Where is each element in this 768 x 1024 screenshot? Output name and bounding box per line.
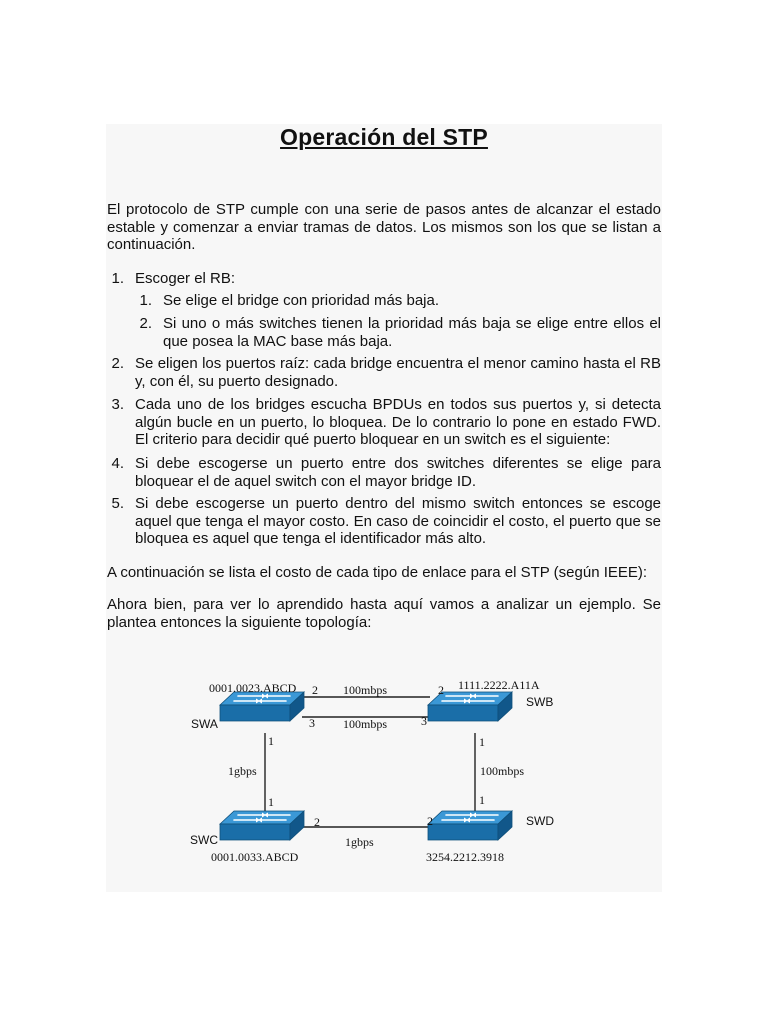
list-number: 1.: [139, 292, 152, 309]
list-item: [111, 455, 661, 490]
topology-diagram: [190, 675, 554, 865]
list-number: 3.: [111, 396, 124, 413]
list-text: Si debe escogerse un puerto entre dos switches diferentes se elige para bloquear el de aquel switch con el mayor bridge ID.: [135, 455, 661, 490]
list-item: [111, 355, 661, 390]
port-label: 1: [268, 734, 274, 748]
switch-swc-icon: [220, 811, 304, 840]
link-ab-bottom-speed: 100mbps: [343, 717, 388, 731]
port-label: 2: [312, 683, 318, 697]
switch-swd-mac: 3254.2212.3918: [426, 850, 504, 864]
page-title: Operación del STP: [280, 124, 488, 150]
list-item: [139, 292, 661, 310]
port-label: 3: [309, 716, 315, 730]
port-label: 1: [479, 735, 485, 749]
list-text: Se elige el bridge con prioridad más baja.: [163, 292, 439, 309]
switch-swa-icon: [220, 692, 304, 721]
list-text: Cada uno de los bridges escucha BPDUs en todos sus puertos y, si detecta algún bucle en un puerto, lo bloquea. De lo contrario lo pone en estado FWD. El criterio para decidir qué puerto bloquear en un switch es el siguiente:: [135, 396, 661, 448]
list-number: 5.: [111, 495, 124, 512]
list-number: 2.: [139, 315, 152, 332]
list-number: 2.: [111, 355, 124, 372]
list-text: Si uno o más switches tienen la prioridad más baja se elige entre ellos el que posea la MAC base más baja.: [163, 315, 661, 350]
port-label: 3: [421, 714, 427, 728]
switch-swb-mac: 1111.2222.A11A: [458, 678, 540, 692]
port-label: 1: [479, 793, 485, 807]
switch-swd-icon: [428, 811, 512, 840]
list-item: [111, 270, 661, 288]
switch-swc-mac: 0001.0033.ABCD: [211, 850, 299, 864]
port-label: 2: [427, 814, 433, 828]
switch-swc-name: SWC: [190, 833, 218, 847]
list-text: Si debe escogerse un puerto dentro del mismo switch entonces se escoge aquel que tenga el mayor costo. En caso de coincidir el costo, el puerto que se bloquea es aquel que tenga el identificador más alto.: [135, 495, 661, 547]
link-ac-speed: 1gbps: [228, 764, 257, 778]
port-label: 1: [268, 795, 274, 809]
link-cd-speed: 1gbps: [345, 835, 374, 849]
link-bd-speed: 100mbps: [480, 764, 525, 778]
intro-paragraph: El protocolo de STP cumple con una serie de pasos antes de alcanzar el estado estable y comenzar a enviar tramas de datos. Los mismos son los que se listan a continuación.: [107, 201, 661, 253]
switch-swb-name: SWB: [526, 695, 554, 709]
list-item: [111, 396, 661, 449]
link-ab-top-speed: 100mbps: [343, 683, 388, 697]
cost-paragraph: A continuación se lista el costo de cada tipo de enlace para el STP (según IEEE):: [107, 564, 648, 581]
switch-swa-mac: 0001.0023.ABCD: [209, 681, 297, 695]
list-text: Escoger el RB:: [135, 270, 236, 287]
list-item: [139, 315, 661, 350]
list-number: 4.: [111, 455, 124, 472]
list-text: Se eligen los puertos raíz: cada bridge encuentra el menor camino hasta el RB y, con él, su puerto designado.: [135, 355, 661, 390]
list-number: 1.: [111, 270, 124, 287]
switch-swa-name: SWA: [191, 717, 218, 731]
list-item: [111, 495, 661, 548]
port-label: 2: [314, 815, 320, 829]
switch-swd-name: SWD: [526, 814, 554, 828]
topology-intro-paragraph: Ahora bien, para ver lo aprendido hasta aquí vamos a analizar un ejemplo. Se plantea entonces la siguiente topología:: [107, 596, 661, 631]
port-label: 2: [438, 683, 444, 697]
